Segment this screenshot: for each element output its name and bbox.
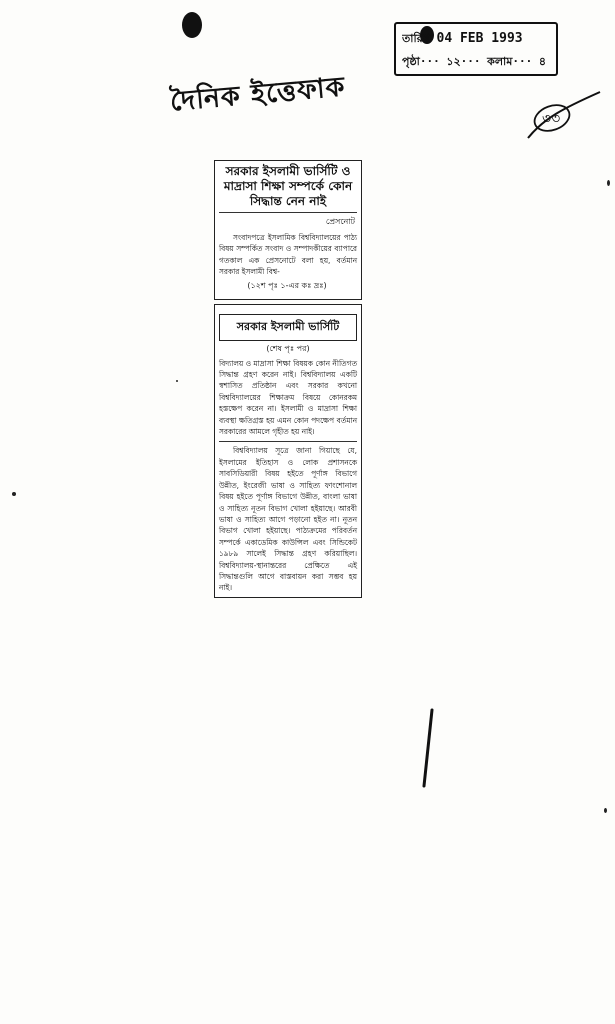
stamp-date-label: তারিখ xyxy=(402,32,430,45)
continuation-heading: সরকার ইসলামী ভার্সিটি xyxy=(219,314,357,341)
stamp-page-label: পৃষ্ঠা xyxy=(402,55,420,68)
stamp-column-label: কলাম xyxy=(487,55,513,68)
clipping-part-2 xyxy=(214,304,362,598)
stamp-column-value: ৪ xyxy=(538,55,546,68)
scan-speck xyxy=(12,492,16,496)
scan-speck xyxy=(607,180,610,186)
scan-speck xyxy=(604,808,607,813)
stamp-date: 04 FEB 1993 xyxy=(436,31,523,46)
article-headline: সরকার ইসলামী ভার্সিটি ও মাদ্রাসা শিক্ষা সম্পর্কে কোন সিদ্ধান্ত নেন নাই xyxy=(219,164,357,213)
article-lead: সংবাদপত্রে ইসলামিক বিশ্ববিদ্যালয়ের পাঠ্য বিষয় সম্পর্কিত সংবাদ ও সম্পাদকীয়ের ব্যাপারে গতকাল এক প্রেসনোটে বলা হয়, বর্তমান সরকার ইসলামী বিশ্ব- xyxy=(219,233,357,277)
handwritten-mark-icon xyxy=(524,88,604,148)
scan-speck xyxy=(176,380,178,382)
continued-reference: (১২শ পৃঃ ১-এর কঃ দ্রঃ) xyxy=(247,280,327,290)
article-body-1: বিদ্যালয় ও মাদ্রাসা শিক্ষা বিষয়ক কোন নীতিগত সিদ্ধান্ত গ্রহণ করেন নাই। বিশ্ববিদ্যালয় একটি স্বশাসিত প্রতিষ্ঠান এবং সরকার কখনো বিশ্ববিদ্যালয়ের শিক্ষাক্রম বিষয়ে কোনরকম হস্তক্ষেপ করেন না। ইসলামী ও মাদ্রাসা শিক্ষা ব্যবস্থা ক্ষতিগ্রস্ত হয় এমন কোন পদক্ষেপ বর্তমান সরকারের আমলে গৃহীত হয় নাই। xyxy=(219,358,357,437)
continuation-note: (শেষ পৃঃ পর) xyxy=(266,343,310,353)
pen-stroke-icon xyxy=(420,708,436,788)
punch-hole xyxy=(182,12,202,38)
paragraph-divider xyxy=(219,441,357,442)
handwritten-number: ৩৩ xyxy=(542,111,561,127)
clipping-part-1 xyxy=(214,160,362,300)
article-byline: প্রেসনোট xyxy=(325,217,355,226)
stamp-page-value: ১২ xyxy=(446,55,461,68)
news-clipping xyxy=(214,160,362,598)
newspaper-name: দৈনিক ইত্তেফাক xyxy=(168,71,347,118)
article-body-2: বিশ্ববিদ্যালয় সূত্রে জানা গিয়াছে যে, ইসলামের ইতিহাস ও লোক প্রশাসনকে সাবসিডিয়ারী বিষয় হইতে পূর্ণাঙ্গ বিভাগে উন্নীত, ইংরেজী ভাষা ও সাহিত্য ফাংশোনাল বিষয় হইতে পূর্ণাঙ্গ বিভাগে উন্নীত, বাংলা ভাষা ও সাহিত্য নূতন বিভাগ খোলা হইয়াছে। আরবী ভাষা ও সাহিত্য আগে পড়ানো হইত না। নূতন বিভাগ খোলা হইয়াছে। পাঠ্যক্রমের পরিবর্তন সম্পর্কে একাডেমিক কাউন্সিল এবং সিন্ডিকেট ১৯৮৯ সালেই সিদ্ধান্ত গ্রহণ করিয়াছিল। বিশ্ববিদ্যালয়-স্থানান্তরের প্রেক্ষিতে এই সিদ্ধান্তগুলি আগে বাস্তবায়ন করা সম্ভব হয় নাই। xyxy=(219,446,357,593)
archive-stamp: তারিখ 04 FEB 1993 পৃষ্ঠা··· ১২··· কলাম··· ৪ xyxy=(394,22,558,76)
